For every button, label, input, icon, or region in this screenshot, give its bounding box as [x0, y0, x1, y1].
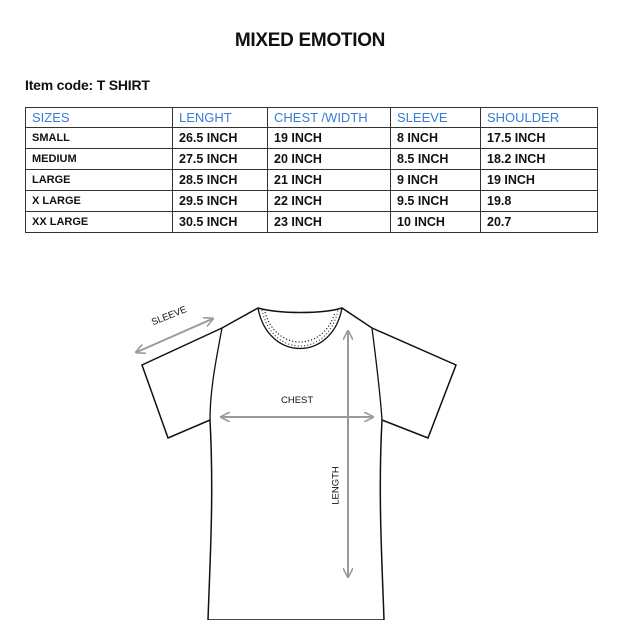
cell-size: X LARGE [26, 191, 173, 212]
cell-chest: 20 INCH [268, 149, 391, 170]
table-row [26, 149, 598, 170]
cell-length: 26.5 INCH [173, 128, 268, 149]
cell-size: MEDIUM [26, 149, 173, 170]
cell-length: 30.5 INCH [173, 212, 268, 233]
table-row [26, 170, 598, 191]
header-shoulder: SHOULDER [481, 108, 598, 128]
sleeve-arrow [137, 319, 212, 352]
cell-chest: 21 INCH [268, 170, 391, 191]
cell-shoulder: 18.2 INCH [481, 149, 598, 170]
cell-sleeve: 8.5 INCH [391, 149, 481, 170]
tshirt-illustration [0, 290, 620, 620]
tshirt-measurement-diagram [0, 290, 620, 620]
cell-length: 29.5 INCH [173, 191, 268, 212]
cell-size: LARGE [26, 170, 173, 191]
cell-chest: 19 INCH [268, 128, 391, 149]
header-chest-width: CHEST /WIDTH [268, 108, 391, 128]
size-chart-table [25, 107, 598, 233]
tshirt-outline [142, 308, 456, 620]
cell-size: SMALL [26, 128, 173, 149]
cell-sleeve: 9.5 INCH [391, 191, 481, 212]
cell-size: XX LARGE [26, 212, 173, 233]
cell-sleeve: 8 INCH [391, 128, 481, 149]
table-row [26, 128, 598, 149]
table-row [26, 191, 598, 212]
sleeve-label: SLEEVE [150, 304, 189, 329]
cell-shoulder: 19.8 [481, 191, 598, 212]
cell-length: 27.5 INCH [173, 149, 268, 170]
cell-sleeve: 9 INCH [391, 170, 481, 191]
cell-shoulder: 20.7 [481, 212, 598, 233]
header-sleeve: SLEEVE [391, 108, 481, 128]
page-title: MIXED EMOTION [234, 30, 386, 51]
cell-shoulder: 17.5 INCH [481, 128, 598, 149]
cell-shoulder: 19 INCH [481, 170, 598, 191]
length-label: LENGTH [330, 466, 342, 505]
item-code: Item code: T SHIRT [25, 77, 150, 93]
collar [258, 308, 342, 349]
header-sizes: SIZES [26, 108, 173, 128]
cell-chest: 22 INCH [268, 191, 391, 212]
table-row [26, 212, 598, 233]
header-length: LENGHT [173, 108, 268, 128]
table-header-row [26, 108, 598, 128]
cell-length: 28.5 INCH [173, 170, 268, 191]
cell-chest: 23 INCH [268, 212, 391, 233]
cell-sleeve: 10 INCH [391, 212, 481, 233]
chest-label: CHEST [281, 395, 314, 406]
